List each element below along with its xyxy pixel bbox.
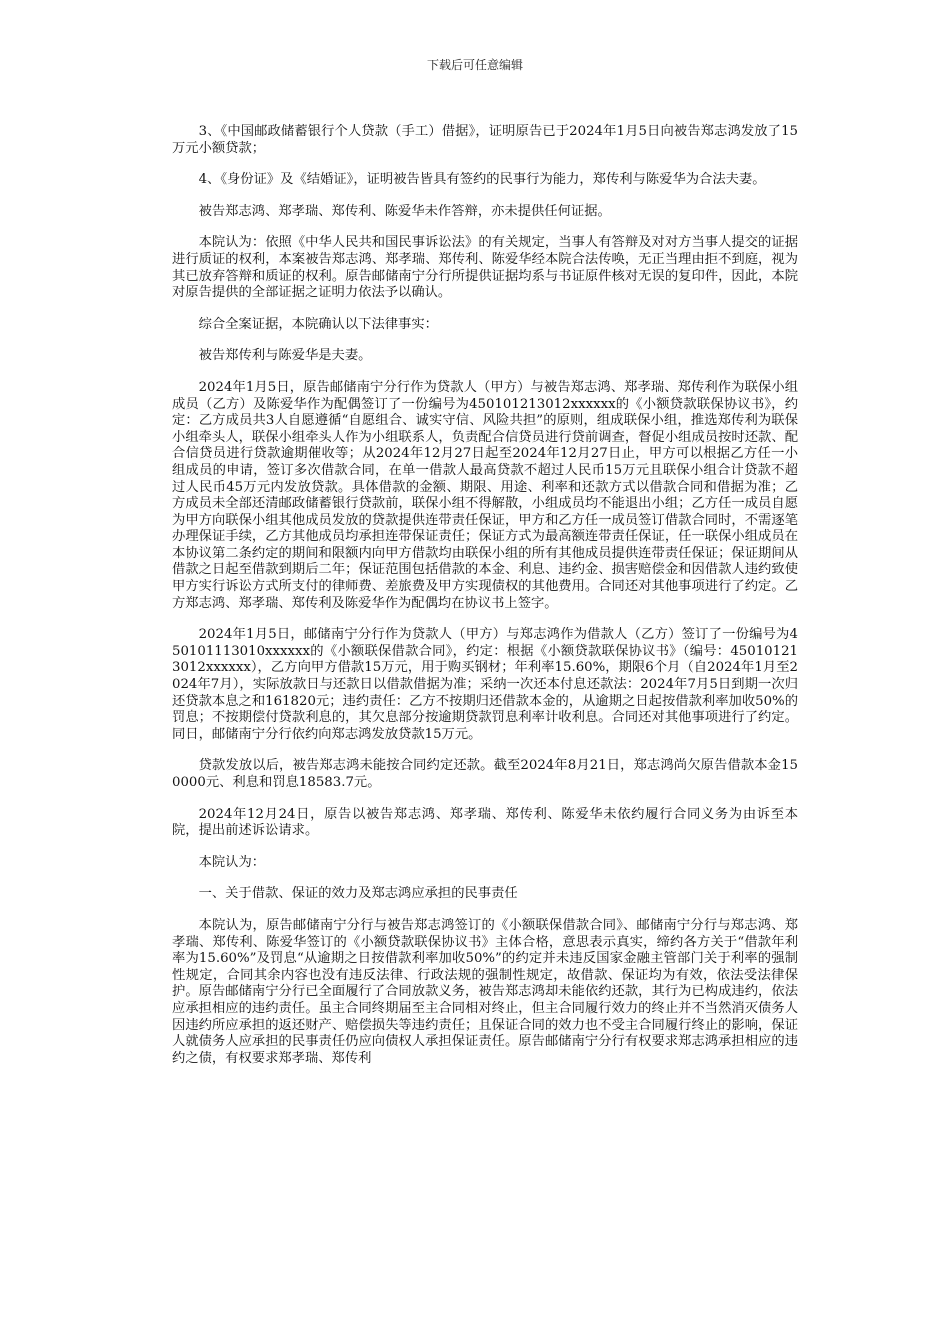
paragraph-facts-intro: 综合全案证据，本院确认以下法律事实： xyxy=(198,316,438,332)
paragraph-section-one-body: 本院认为，原告邮储南宁分行与被告郑志鸿签订的《小额联保借款合同》、邮储南宁分行与郑志鸿、郑孝瑞、郑传利、陈爱华签订的《小额贷款联保协议书》主体合格，意思表示真实，缔约各方关于“借款年利率为15.60%”及罚息“从逾期之日按借款利率加收50%”的约定并未违反国家金融主管部门关于利率的强制性规定，合同其余内容也没有违反法律、行政法规的强制性规定，故借款、保证均为有效，依法受法律保护。原告邮储南宁分行已全面履行了合同放款义务，被告郑志鸿却未能依约还款，其行为已构成违约，依法应承担相应的违约责任。虽主合同终期届至主合同相对终止，但主合同履行效力的终止并不当然消灭债务人因违约所应承担的返还财产、赔偿损失等违约责任；且保证合同的效力也不受主合同履行终止的影响，保证人就债务人应承担的民事责任仍应向债权人承担保证责任。原告邮储南宁分行有权要求郑志鸿承担相应的违约之债，有权要求郑孝瑞、郑传利 xyxy=(172,917,798,1066)
paragraph-evidence-opinion: 本院认为：依照《中华人民共和国民事诉讼法》的有关规定，当事人有答辩及对对方当事人提交的证据进行质证的权利，本案被告郑志鸿、郑孝瑞、郑传利、陈爱华经本院合法传唤，无正当理由拒不到庭，视为其已放弃答辩和质证的权利。原告邮储南宁分行所提供证据均系与书证原件核对无误的复印件，因此，本院对原告提供的全部证据之证明力依法予以确认。 xyxy=(172,235,798,301)
paragraph-no-defense: 被告郑志鸿、郑孝瑞、郑传利、陈爱华未作答辩，亦未提供任何证据。 xyxy=(198,203,611,219)
paragraph-evidence-3: 3、《中国邮政储蓄银行个人贷款（手工）借据》，证明原告已于2024年1月5日向被告郑志鸿发放了15万元小额贷款； xyxy=(172,124,798,156)
paragraph-evidence-4: 4、《身份证》及《结婚证》，证明被告皆具有签约的民事行为能力，郑传利与陈爱华为合法夫妻。 xyxy=(198,172,766,188)
page-header: 下载后可任意编辑 xyxy=(426,58,523,72)
paragraph-loan-contract: 2024年1月5日，邮储南宁分行作为贷款人（甲方）与郑志鸿作为借款人（乙方）签订了一份编号为450101113010xxxxxx的《小额联保借款合同》，约定：根据《小额贷款联保协议书》（编号：450101213012xxxxxx），乙方向甲方借款15万元，用于购买钢材；年利率15.60%，期限6个月（自2024年1月至2024年7月），实际放款日与还款日以借款借据为准；采纳一次还本付息还款法：2024年7月5日到期一次归还贷款本息之和161820元；违约责任：乙方不按期归还借款本金的，从逾期之日起按借款利率加收50%的罚息；不按期偿付贷款利息的，其欠息部分按逾期贷款罚息利率计收利息。合同还对其他事项进行了约定。同日，邮储南宁分行依约向郑志鸿发放贷款15万元。 xyxy=(172,627,798,742)
paragraph-court-opinion-heading: 本院认为： xyxy=(198,854,266,870)
paragraph-default: 贷款发放以后，被告郑志鸿未能按合同约定还款。截至2024年8月21日，郑志鸿尚欠原告借款本金150000元、利息和罚息18583.7元。 xyxy=(172,758,798,790)
paragraph-joint-guarantee-agreement: 2024年1月5日，原告邮储南宁分行作为贷款人（甲方）与被告郑志鸿、郑孝瑞、郑传利作为联保小组成员（乙方）及陈爱华作为配偶签订了一份编号为450101213012xxxxxx的《小额贷款联保协议书》，约定：乙方成员共3人自愿遵循“自愿组合、诚实守信、风险共担”的原则，组成联保小组，推选郑传利为联保小组牵头人，联保小组牵头人作为小组联系人，负责配合信贷员进行贷前调查，督促小组成员按时还款、配合信贷员进行贷款逾期催收等；从2024年12月27日起至2024年12月27日止，甲方可以根据乙方任一小组成员的申请，签订多次借款合同，在单一借款人最高贷款不超过人民币15万元且联保小组合计贷款不超过人民币45万元内发放贷款。具体借款的金额、期限、用途、利率和还款方式以借款合同和借据为准；乙方成员未全部还清邮政储蓄银行贷款前，联保小组不得解散，小组成员均不能退出小组；乙方任一成员自愿为甲方向联保小组其他成员发放的贷款提供连带责任保证，甲方和乙方任一成员签订借款合同时，不需逐笔办理保证手续，乙方其他成员均承担连带保证责任；保证方式为最高额连带责任保证，任一联保小组成员在本协议第二条约定的期间和限额内向甲方借款均由联保小组的所有其他成员提供连带责任保证；保证期间从借款之日起至借款到期后二年；保证范围包括借款的本金、利息、违约金、损害赔偿金和因借款人违约致使甲方实行诉讼方式所支付的律师费、差旅费及甲方实现债权的其他费用。合同还对其他事项进行了约定。乙方郑志鸿、郑孝瑞、郑传利及陈爱华作为配偶均在协议书上签字。 xyxy=(172,379,798,611)
paragraph-lawsuit: 2024年12月24日，原告以被告郑志鸿、郑孝瑞、郑传利、陈爱华未依约履行合同义务为由诉至本院，提出前述诉讼请求。 xyxy=(172,806,798,839)
paragraph-spouses: 被告郑传利与陈爱华是夫妻。 xyxy=(198,348,372,364)
paragraph-section-one-heading: 一、关于借款、保证的效力及郑志鸿应承担的民事责任 xyxy=(198,886,518,902)
document-body xyxy=(172,124,798,1082)
